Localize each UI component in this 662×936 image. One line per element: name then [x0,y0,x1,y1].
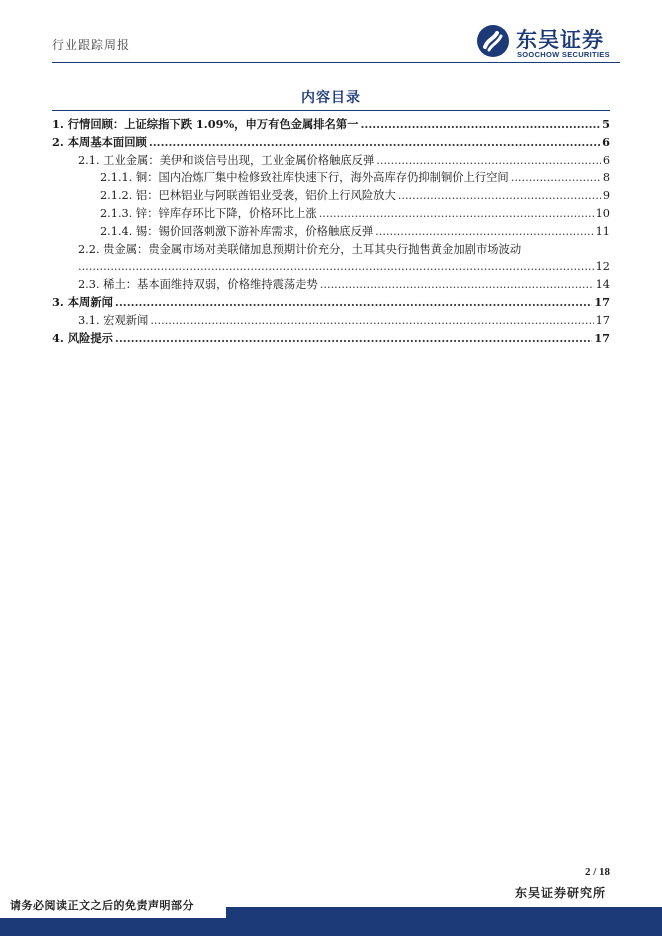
toc-entry[interactable] [52,276,610,294]
toc-leader [398,187,601,205]
toc-entry[interactable] [52,116,610,134]
toc-entry[interactable] [52,205,610,223]
toc-entry-page: 11 [595,224,610,238]
disclaimer-notice: 请务必阅读正文之后的免责声明部分 [0,893,226,918]
brand-name-cn: 东吴证券 [516,28,604,52]
toc-entry-page: 6 [602,153,610,167]
toc-leader [115,330,592,348]
toc-entry-continuation[interactable] [52,258,610,276]
toc-entry-page: 5 [602,117,610,131]
toc-entry-page: 10 [595,206,610,220]
toc-title: 内容目录 [301,90,361,106]
toc-entry-label: 2.3. 稀土：基本面维持双弱，价格维持震荡走势 [78,278,318,292]
toc-leader [149,134,600,152]
table-of-contents [52,116,610,347]
toc-entry-label: 2.1.1. 铜：国内冶炼厂集中检修致社库快速下行，海外高库存仍抑制铜价上行空间 [100,171,509,185]
toc-entry-page: 14 [595,278,610,292]
page-number: 2 / 18 [584,866,610,878]
toc-entry[interactable] [52,223,610,241]
toc-entry-page: 17 [594,294,610,309]
toc-entry-label: 3.1. 宏观新闻 [78,313,149,327]
toc-entry[interactable] [52,241,610,259]
toc-entry-label: 4. 风险提示 [52,330,113,345]
brand-logo [476,22,626,62]
report-type-label: 行业跟踪周报 [52,38,131,52]
toc-entry-page: 17 [594,330,610,345]
toc-entry-page: 12 [595,260,610,274]
toc-leader [115,294,592,312]
toc-entry-label: 2.1.4. 锡：锡价回落刺激下游补库需求，价格触底反弹 [100,224,374,238]
toc-entry[interactable] [52,312,610,330]
toc-entry-label: 2.2. 贵金属：贵金属市场对美联储加息预期计价充分，土耳其央行抛售黄金加剧市场波动 [78,242,522,256]
toc-entry-label: 3. 本周新闻 [52,294,113,309]
toc-entry[interactable] [52,330,610,348]
toc-leader [78,258,594,276]
toc-leader [511,169,601,187]
toc-entry-page: 8 [602,171,610,185]
toc-entry-page: 6 [602,134,610,149]
toc-leader [320,276,594,294]
toc-entry-page: 9 [602,189,610,203]
toc-leader [375,223,593,241]
brand-name-en: SOOCHOW SECURITIES [517,50,610,59]
header-divider [52,62,620,63]
toc-leader [319,205,594,223]
toc-entry-label: 2.1.2. 铝：巴林铝业与阿联酋铝业受袭，铝价上行风险放大 [100,189,396,203]
toc-entry[interactable] [52,187,610,205]
toc-leader [150,312,593,330]
toc-leader [360,116,600,134]
toc-entry-label: 2. 本周基本面回顾 [52,134,147,149]
toc-entry[interactable] [52,169,610,187]
toc-entry-label: 1. 行情回顾：上证综指下跌 1.09%，申万有色金属排名第一 [52,117,359,131]
toc-entry-label: 2.1. 工业金属：美伊和谈信号出现，工业金属价格触底反弹 [78,153,375,167]
toc-entry-label: 2.1.3. 锌：锌库存环比下降，价格环比上涨 [100,206,317,220]
toc-entry[interactable] [52,134,610,152]
brand-mark-icon [476,24,510,58]
toc-entry-page: 17 [595,313,610,327]
toc-leader [376,152,601,170]
toc-entry[interactable] [52,294,610,312]
toc-entry[interactable] [52,152,610,170]
toc-divider [52,110,610,111]
footer-company: 东吴证券研究所 [514,886,606,900]
